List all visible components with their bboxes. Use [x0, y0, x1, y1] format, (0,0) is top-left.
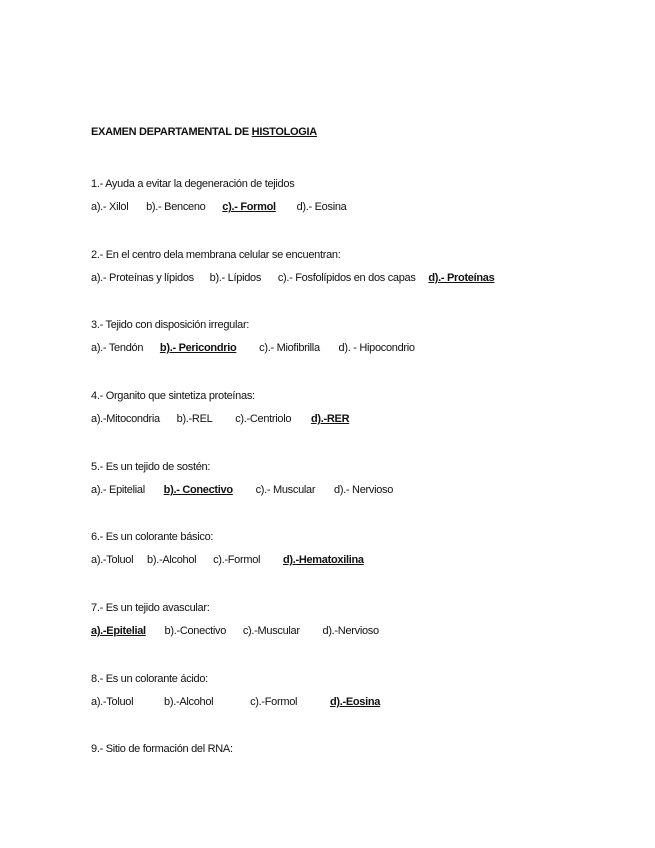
- question-6: [91, 529, 611, 568]
- question-9: [91, 741, 611, 757]
- option-d-correct: d).- Proteínas: [428, 272, 495, 284]
- option-a: a).- Xilol: [91, 201, 129, 213]
- option-c-correct: c).- Formol: [222, 201, 276, 213]
- option-a: a).- Tendón: [91, 342, 144, 354]
- option-c: c).-Formol: [213, 554, 261, 566]
- question-text: 8.- Es un colorante ácido:: [91, 673, 208, 685]
- option-c: c).- Muscular: [255, 484, 316, 496]
- title-subject: HISTOLOGIA: [251, 126, 317, 138]
- option-a-correct: a).-Epitelial: [91, 625, 146, 637]
- question-5: [91, 459, 611, 498]
- option-d-correct: d).-RER: [310, 413, 350, 425]
- question-4: [91, 388, 611, 427]
- option-a: a).- Epitelial: [91, 484, 145, 496]
- question-1: [91, 176, 611, 215]
- question-text: 1.- Ayuda a evitar la degeneración de tejidos: [91, 178, 295, 190]
- question-text: 7.- Es un tejido avascular:: [91, 602, 210, 614]
- option-c: c).-Centriolo: [235, 413, 292, 425]
- option-b: b).- Lípidos: [209, 272, 262, 284]
- answer-options: [91, 482, 611, 498]
- option-d: d).- Nervioso: [334, 484, 394, 496]
- option-b: b).- Benceno: [146, 201, 206, 213]
- answer-options: [91, 694, 611, 710]
- option-b: b).-REL: [176, 413, 213, 425]
- option-a: a).-Mitocondria: [91, 413, 160, 425]
- question-7: [91, 600, 611, 639]
- option-b-correct: b).- Pericondrio: [159, 342, 237, 354]
- option-d: d).- Eosina: [296, 201, 347, 213]
- title-prefix: EXAMEN DEPARTAMENTAL DE: [91, 126, 252, 138]
- answer-options: [91, 552, 611, 568]
- question-text: 9.- Sitio de formación del RNA:: [91, 743, 233, 755]
- question-text: 2.- En el centro dela membrana celular se encuentran:: [91, 249, 341, 261]
- question-2: [91, 247, 611, 286]
- option-b: b).-Alcohol: [164, 696, 214, 708]
- question-3: [91, 317, 611, 356]
- option-d-correct: d).-Hematoxilina: [282, 554, 364, 566]
- option-d: d).-Nervioso: [322, 625, 379, 637]
- option-c: c).-Muscular: [242, 625, 300, 637]
- option-d-correct: d).-Eosina: [329, 696, 381, 708]
- option-b: b).-Conectivo: [164, 625, 227, 637]
- answer-options: [91, 270, 611, 286]
- question-8: [91, 671, 611, 710]
- option-b-correct: b).- Conectivo: [163, 484, 233, 496]
- option-c: c).-Formol: [250, 696, 298, 708]
- answer-options: [91, 199, 611, 215]
- option-a: a).-Toluol: [91, 696, 134, 708]
- option-a: a).-Toluol: [91, 554, 134, 566]
- option-c: c).- Miofibrilla: [259, 342, 320, 354]
- option-a: a).- Proteínas y lípidos: [91, 272, 194, 284]
- answer-options: [91, 623, 611, 639]
- question-text: 5.- Es un tejido de sostén:: [91, 461, 211, 473]
- document-title: [91, 126, 317, 138]
- option-d: d). - Hipocondrio: [338, 342, 415, 354]
- option-c: c).- Fosfolípidos en dos capas: [277, 272, 416, 284]
- answer-options: [91, 411, 611, 427]
- answer-options: [91, 340, 611, 356]
- question-text: 4.- Organito que sintetiza proteínas:: [91, 390, 255, 402]
- question-text: 3.- Tejido con disposición irregular:: [91, 319, 250, 331]
- option-b: b).-Alcohol: [147, 554, 197, 566]
- question-text: 6.- Es un colorante básico:: [91, 531, 214, 543]
